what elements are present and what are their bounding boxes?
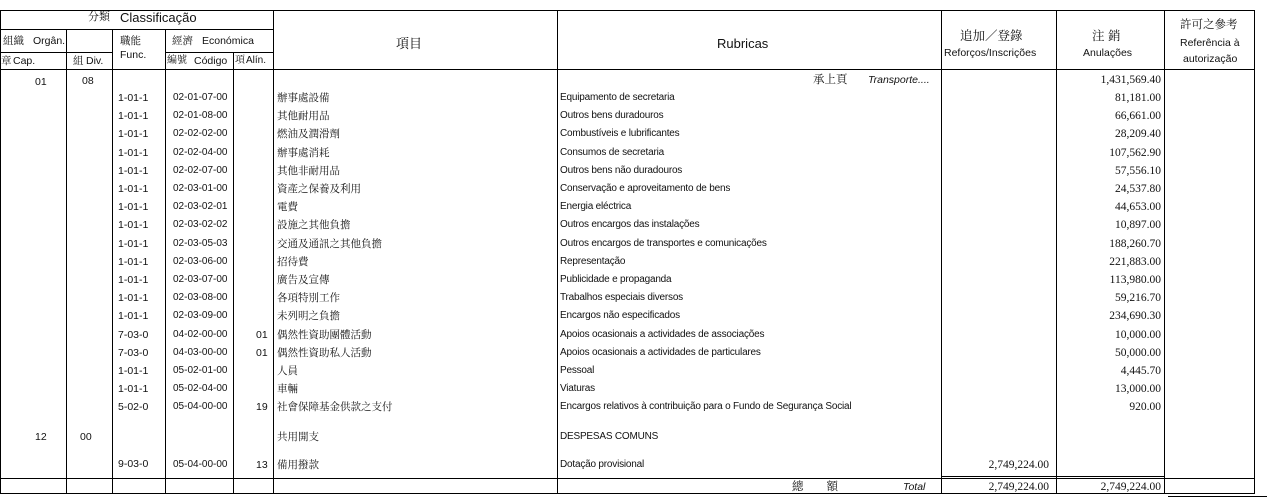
cell-anulacoes: 10,897.00 [1115,219,1161,232]
cell-func: 1-01-1 [118,92,149,104]
table-row [0,166,1267,182]
cell-func: 1-01-1 [118,110,149,123]
cell-item: 社會保障基金供款之支付 [277,401,393,414]
header-reforcos-pt: Reforços/Inscrições [944,47,1037,59]
header-cap-zh: 章 [1,55,12,67]
total-anulacoes: 2,749,224.00 [1100,481,1161,493]
total-reforcos: 2,749,224.00 [988,481,1049,493]
cell-item: 各項特別工作 [277,292,340,305]
cell-rubrica: Combustíveis e lubrificantes [560,128,680,140]
table-row [0,93,1267,109]
header-classification-pt: Classificação [120,10,197,25]
cell-codigo: 02-03-09-00 [173,310,228,322]
cell-rubrica: Apoios ocasionais a actividades de particulares [560,346,761,358]
table-row [0,402,1267,418]
provision-item: 備用撥款 [277,459,319,471]
cell-codigo: 04-02-00-00 [173,328,228,340]
cell-anulacoes: 221,883.00 [1109,255,1161,268]
section2-rubrica: DESPESAS COMUNS [560,431,659,442]
cell-rubrica: Encargos não especificados [560,310,680,322]
header-organ-zh: 組織 [3,35,24,47]
header-item-zh: 項目 [396,36,423,51]
cell-item: 資產之保養及利用 [277,183,361,195]
header-econ-pt: Económica [202,35,254,47]
header-codigo-pt: Código [194,55,228,67]
cell-codigo: 02-01-08-00 [173,110,228,122]
cell-func: 1-01-1 [118,146,149,159]
header-func-zh: 職能 [120,35,141,47]
table-row [0,184,1267,200]
cell-rubrica: Equipamento de secretaria [560,92,675,103]
table-row [0,239,1267,255]
cell-anulacoes: 28,209.40 [1115,128,1161,141]
cell-item: 電費 [277,201,298,214]
table-row [0,384,1267,400]
cell-anulacoes: 188,260.70 [1109,237,1161,250]
header-div-zh: 組 [73,55,84,67]
table-row [0,202,1267,218]
cell-codigo: 02-03-02-02 [173,219,228,231]
cell-rubrica: Outros encargos das instalações [560,219,700,231]
section2-div: 00 [80,431,92,443]
cell-rubrica: Outros bens não duradouros [560,164,683,176]
cell-func: 1-01-1 [118,383,149,396]
total-label-zh: 總 額 [792,481,838,493]
table-row [0,220,1267,236]
cell-func: 1-01-1 [118,128,149,141]
table-row [0,366,1267,382]
cell-rubrica: Viaturas [560,383,595,395]
cell-anulacoes: 920.00 [1129,401,1161,414]
cell-func: 1-01-1 [118,183,149,195]
provision-func: 9-03-0 [118,458,149,470]
header-ref-pt2: autorização [1183,53,1238,65]
cell-rubrica: Encargos relativos à contribuição para o Fundo de Segurança Social [560,401,852,413]
cell-anulacoes: 13,000.00 [1115,383,1161,396]
header-func-pt: Func. [120,49,147,61]
transport-anulacoes: 1,431,569.40 [1100,74,1161,86]
section2-cap: 12 [35,431,47,443]
cell-func: 1-01-1 [118,292,149,305]
cell-rubrica: Conservação e aproveitamento de bens [560,183,731,194]
table-row [0,330,1267,346]
provision-rubrica: Dotação provisional [560,459,645,470]
cell-item: 未列明之負擔 [277,310,340,323]
table-row [0,129,1267,145]
provision-alin: 13 [256,459,268,471]
table-row [0,111,1267,127]
cell-codigo: 02-02-02-00 [173,128,228,140]
header-ref-zh: 許可之參考 [1180,19,1238,31]
cell-func: 1-01-1 [118,219,149,232]
header-codigo-zh: 編號 [167,55,187,66]
cell-item: 辦事處消耗 [277,146,330,159]
table-row [0,293,1267,309]
cell-item: 設施之其他負擔 [277,219,351,232]
header-cap-pt: Cap. [13,55,36,67]
transport-label-zh: 承上頁 [813,74,848,86]
cell-anulacoes: 10,000.00 [1115,328,1161,341]
cell-anulacoes: 44,653.00 [1115,201,1161,214]
cell-rubrica: Energia eléctrica [560,201,632,213]
cell-anulacoes: 113,980.00 [1109,274,1161,286]
cell-anulacoes: 57,556.10 [1115,164,1161,177]
cell-codigo: 02-03-02-01 [173,201,228,213]
table-row [0,348,1267,364]
cell-func: 1-01-1 [118,274,149,286]
transport-cap: 01 [35,76,47,88]
header-organ-pt: Orgân. [33,35,66,47]
cell-func: 5-02-0 [118,401,149,414]
cell-item: 偶然性資助團體活動 [277,328,372,341]
cell-anulacoes: 234,690.30 [1109,310,1161,323]
table-row [0,257,1267,273]
cell-codigo: 02-02-07-00 [173,164,228,176]
section2-item: 共用開支 [277,431,319,443]
cell-anulacoes: 50,000.00 [1115,346,1161,359]
cell-item: 人員 [277,365,298,377]
header-classification-zh: 分類 [88,11,110,23]
cell-anulacoes: 59,216.70 [1115,292,1161,305]
cell-codigo: 05-04-00-00 [173,401,228,413]
header-anulacoes-zh: 注 銷 [1092,29,1121,43]
table-row [0,148,1267,164]
cell-item: 偶然性資助私人活動 [277,346,372,359]
cell-anulacoes: 66,661.00 [1115,110,1161,123]
cell-rubrica: Outros encargos de transportes e comunicações [560,237,767,249]
cell-item: 其他耐用品 [277,110,330,123]
table-row [0,311,1267,327]
cell-alin: 01 [256,346,268,359]
cell-rubrica: Consumos de secretaria [560,146,664,158]
transport-label-pt: Transporte.... [868,74,930,86]
cell-rubrica: Apoios ocasionais a actividades de associações [560,328,765,340]
provision-codigo: 05-04-00-00 [173,459,228,470]
cell-codigo: 05-02-01-00 [173,365,228,376]
cell-rubrica: Pessoal [560,365,595,376]
cell-item: 交通及通訊之其他負擔 [277,237,382,250]
header-div-pt: Div. [86,55,104,67]
cell-func: 1-01-1 [118,201,149,214]
cell-func: 1-01-1 [118,310,149,323]
cell-codigo: 02-03-07-00 [173,274,228,285]
cell-codigo: 04-03-00-00 [173,346,228,358]
header-alin-pt: Alín. [246,55,267,66]
cell-item: 招待費 [277,255,309,268]
cell-codigo: 02-03-01-00 [173,183,228,194]
header-reforcos-zh: 追加／登錄 [960,29,1023,43]
cell-alin: 01 [256,328,268,341]
header-ref-pt1: Referência à [1180,37,1240,49]
cell-codigo: 02-03-06-00 [173,255,228,267]
cell-codigo: 02-01-07-00 [173,92,228,103]
header-rubricas: Rubricas [717,36,769,51]
cell-item: 辦事處設備 [277,92,330,104]
header-econ-zh: 經濟 [172,35,193,47]
cell-codigo: 02-02-04-00 [173,146,228,158]
cell-codigo: 05-02-04-00 [173,383,228,395]
cell-func: 7-03-0 [118,346,149,359]
cell-func: 7-03-0 [118,328,149,341]
transport-div: 08 [82,75,94,87]
provision-reforcos: 2,749,224.00 [988,459,1049,471]
cell-item: 廣告及宣傳 [277,274,330,286]
cell-anulacoes: 24,537.80 [1115,183,1161,195]
cell-item: 車輛 [277,383,298,396]
cell-anulacoes: 4,445.70 [1120,365,1161,377]
cell-anulacoes: 81,181.00 [1115,92,1161,104]
cell-func: 1-01-1 [118,255,149,268]
cell-rubrica: Trabalhos especiais diversos [560,292,683,304]
cell-rubrica: Publicidade e propaganda [560,274,672,285]
total-label-pt: Total [903,481,926,493]
cell-func: 1-01-1 [118,365,149,377]
cell-item: 其他非耐用品 [277,164,340,177]
cell-codigo: 02-03-08-00 [173,292,228,304]
cell-func: 1-01-1 [118,164,149,177]
cell-anulacoes: 107,562.90 [1109,146,1161,159]
cell-func: 1-01-1 [118,237,149,250]
table-row [0,275,1267,291]
cell-item: 燃油及潤滑劑 [277,128,340,141]
cell-alin: 19 [256,401,268,414]
cell-codigo: 02-03-05-03 [173,237,228,249]
cell-rubrica: Representação [560,255,626,267]
header-anulacoes-pt: Anulações [1083,47,1133,59]
cell-rubrica: Outros bens duradouros [560,110,664,122]
header-alin-zh: 項 [235,55,245,66]
